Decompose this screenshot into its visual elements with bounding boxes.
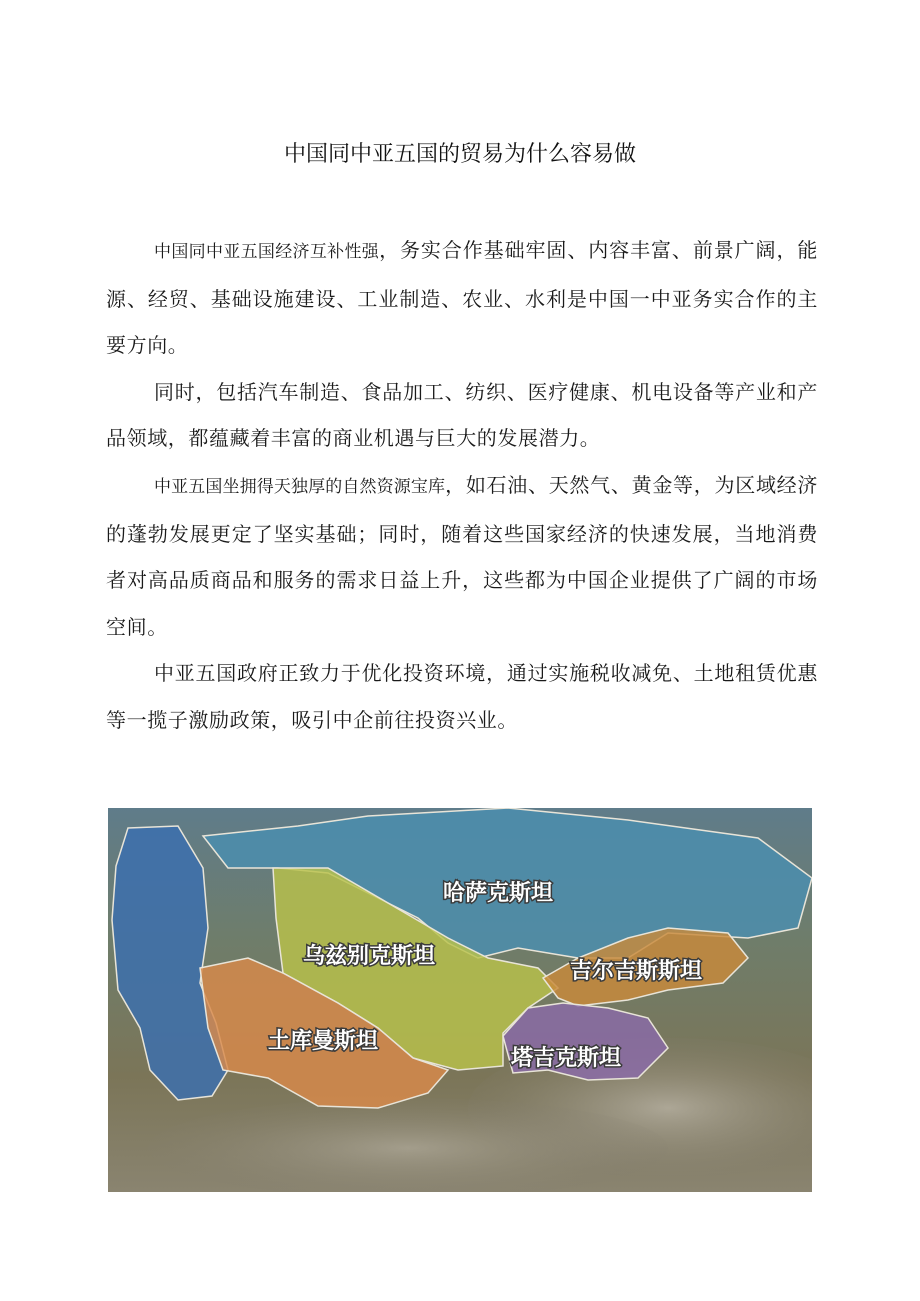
paragraph <box>106 462 818 650</box>
page-title: 中国同中亚五国的贸易为什么容易做 <box>283 142 636 167</box>
map-label-kyrgyzstan: 吉尔吉斯斯坦 <box>570 959 703 984</box>
paragraph-lead: 中亚五国坐拥得天独厚的自然资源宝库 <box>154 476 446 497</box>
paragraph-text: ，务实合作基础牢固、内容丰富、前景广阔，能源、经贸、基础设施建设、工业制造、农业、水利是中国一中亚务实合作的主要方向。 <box>106 238 818 358</box>
paragraph-text: 同时，包括汽车制造、食品加工、纺织、医疗健康、机电设备等产业和产品领域，都蕴藏着丰富的商业机遇与巨大的发展潜力。 <box>106 379 818 451</box>
paragraph <box>106 650 818 743</box>
paragraph <box>106 227 818 369</box>
paragraph <box>106 369 818 462</box>
map-label-uzbekistan: 乌兹别克斯坦 <box>303 944 436 969</box>
map-label-tajikistan: 塔吉克斯坦 <box>511 1046 622 1071</box>
central-asia-map <box>108 808 812 1192</box>
map-label-turkmenistan: 土库曼斯坦 <box>268 1029 379 1054</box>
article-body <box>106 227 818 744</box>
paragraph-text: ，如石油、天然气、黄金等，为区域经济的蓬勃发展更定了坚实基础；同时，随着这些国家经济的快速发展，当地消费者对高品质商品和服务的需求日益上升，这些都为中国企业提供了广阔的市场空间。 <box>106 472 818 639</box>
map-label-kazakhstan: 哈萨克斯坦 <box>443 881 554 906</box>
paragraph-text: 中亚五国政府正致力于优化投资环境，通过实施税收减免、土地租赁优惠等一揽子激励政策，吸引中企前往投资兴业。 <box>106 661 818 732</box>
paragraph-lead: 中国同中亚五国经济互补性强 <box>154 242 380 262</box>
